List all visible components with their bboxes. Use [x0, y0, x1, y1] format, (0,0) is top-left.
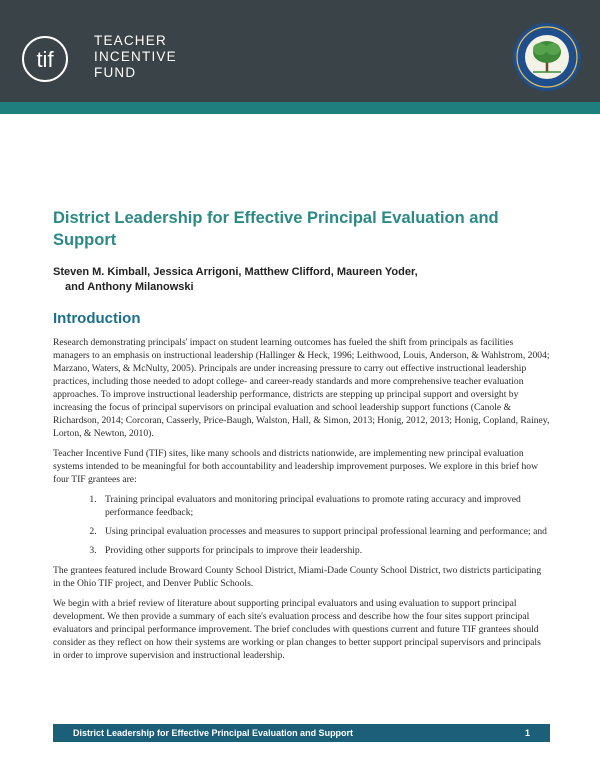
page-footer — [53, 724, 550, 742]
paragraph: We begin with a brief review of literature about supporting principal evaluators and using evaluation to support principal development. We then provide a summary of each site's evaluation process and describe how the four sites support principal evaluators and principal performance improvement. The brief concludes with questions current and future TIF grantees should consider as they reflect on how their systems are working or plan changes to better support principal supervisors and principals in order to improve supervision and instructional leadership. — [53, 598, 541, 661]
paragraph: Teacher Incentive Fund (TIF) sites, like many schools and districts nationwide, are implementing new principal evaluation systems intended to be meaningful for both accountability and leadership improvement purposes. We explore in this brief how four TIF grantees are: — [53, 448, 539, 485]
page-number: 1 — [524, 728, 530, 738]
page-header — [0, 0, 600, 102]
tif-logo-mark: tif — [22, 36, 68, 82]
list-item: 3. Providing other supports for principals to improve their leadership. — [99, 544, 550, 557]
list-item: 2. Using principal evaluation processes and measures to support principal professional learning and performance; and — [99, 525, 550, 538]
header-accent-band — [0, 102, 600, 114]
logo-word-2: INCENTIVE — [94, 49, 177, 64]
author-line-2: and Anthony Milanowski — [65, 280, 194, 293]
document-title: District Leadership for Effective Principal Evaluation and Support — [53, 209, 499, 249]
logo-word-1: TEACHER — [94, 33, 167, 48]
body-text — [53, 336, 550, 669]
paragraph: The grantees featured include Broward County School District, Miami-Dade County School District, two districts participating in the Ohio TIF project, and Denver Public Schools. — [53, 565, 542, 589]
list-item: 1. Training principal evaluators and monitoring principal evaluations to promote rating accuracy and improved performance feedback; — [99, 493, 550, 519]
logo-word-3: FUND — [94, 65, 137, 80]
numbered-list — [53, 493, 550, 557]
paragraph: Research demonstrating principals' impact on student learning outcomes has fueled the shift from principals as facilities managers to an emphasis on instructional leadership (Hallinger & Heck, 1996; Leithwood, Louis, Anderson, & Wahlstrom, 2004; Marzano, Waters, & McNulty, 2005). Principals are under increasing pressure to carry out effective instructional leadership practices, including those needed to adopt college- and career-ready standards and more comprehensive teacher evaluation approaches. To improve instructional leadership performance, districts are stepping up principal support and oversight by increasing the focus of principal supervisors on principal evaluation and school leadership support functions (Canole & Richardson, 2014; Corcoran, Casserly, Price-Baugh, Walston, Hall, & Simon, 2013; Honig, 2012, 2013; Honig, Copland, Rainey, Lorton, & Newton, 2010). — [53, 337, 550, 439]
footer-title: District Leadership for Effective Principal Evaluation and Support — [73, 728, 354, 738]
tif-logo-words — [94, 33, 234, 81]
author-line-1: Steven M. Kimball, Jessica Arrigoni, Matthew Clifford, Maureen Yoder, — [53, 266, 418, 278]
department-of-education-seal-icon — [512, 22, 582, 92]
author-list — [53, 265, 553, 294]
section-heading-introduction: Introduction — [53, 310, 141, 327]
